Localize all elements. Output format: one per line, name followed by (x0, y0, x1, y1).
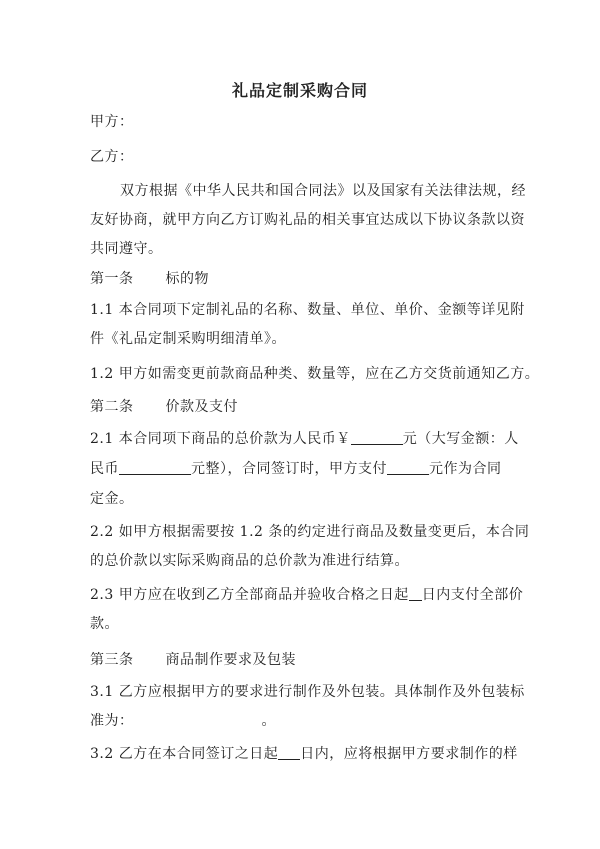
sample-days-blank[interactable] (278, 745, 300, 760)
clause-1-1-line-1: 1.1 本合同项下定制礼品的名称、数量、单位、单价、金额等详见附 (90, 302, 525, 318)
preamble-line-2: 友好协商，就甲方向乙方订购礼品的相关事宜达成以下协议条款以资 (90, 212, 525, 228)
clause-2-3-text-b: 日内支付全部价 (421, 587, 524, 603)
clause-3-2-line-1 (90, 745, 518, 763)
document-title: 礼品定制采购合同 (231, 81, 368, 100)
clause-2-1-text-d: 元整），合同签订时，甲方支付 (191, 461, 387, 477)
clause-2-3-line-2: 款。 (90, 616, 119, 632)
clause-3-1-text-a: 准为： (90, 713, 134, 729)
clause-1-1-line-2: 件《礼品定制采购明细清单》。 (90, 331, 286, 347)
clause-2-1-text-e: 元作为合同 (429, 461, 502, 477)
clause-2-2-line-2: 的总价款以实际采购商品的总价款为准进行结算。 (90, 553, 409, 569)
preamble-line-1: 双方根据《中华人民共和国合同法》以及国家有关法律法规，经 (120, 183, 526, 199)
preamble-line-3: 共同遵守。 (90, 241, 163, 257)
article-1-heading (90, 270, 209, 288)
article-1-title: 标的物 (165, 271, 209, 287)
clause-3-1-line-2 (90, 712, 276, 730)
party-b-label: 乙方： (90, 149, 134, 165)
article-3-title: 商品制作要求及包装 (165, 652, 296, 668)
clause-2-1-line-3: 定金。 (90, 491, 134, 507)
total-price-blank[interactable] (351, 430, 403, 445)
clause-2-3-line-1 (90, 586, 523, 604)
article-2-title: 价款及支付 (165, 399, 238, 415)
clause-2-2-line-1: 2.2 如甲方根据需要按 1.2 条的约定进行商品及数量变更后，本合同 (90, 524, 530, 540)
article-1-label: 第一条 (90, 271, 134, 287)
party-a-label: 甲方： (90, 114, 134, 130)
clause-3-1-text-b: 。 (261, 713, 276, 729)
article-3-label: 第三条 (90, 652, 134, 668)
clause-2-1-line-2 (90, 460, 502, 478)
clause-2-1-text-b: 元（大写金额：人 (402, 431, 519, 447)
clause-2-3-text-a: 2.3 甲方应在收到乙方全部商品并验收合格之日起 (90, 587, 409, 603)
article-2-label: 第二条 (90, 399, 134, 415)
deposit-blank[interactable] (387, 460, 429, 475)
clause-2-1-text-c: 民币 (90, 461, 119, 477)
clause-1-2: 1.2 甲方如需变更前款商品种类、数量等，应在乙方交货前通知乙方。 (90, 366, 540, 382)
total-price-uppercase-blank[interactable] (119, 460, 191, 475)
article-2-heading (90, 398, 238, 416)
clause-3-2-text-b: 日内，应将根据甲方要求制作的样 (300, 746, 518, 762)
clause-3-1-line-1: 3.1 乙方应根据甲方的要求进行制作及外包装。具体制作及外包装标 (90, 684, 525, 700)
article-3-heading (90, 651, 296, 669)
payment-days-blank[interactable] (409, 586, 422, 601)
clause-2-1-line-1 (90, 430, 519, 448)
clause-2-1-text-a: 2.1 本合同项下商品的总价款为人民币￥ (90, 431, 351, 447)
clause-3-2-text-a: 3.2 乙方在本合同签订之日起 (90, 746, 279, 762)
